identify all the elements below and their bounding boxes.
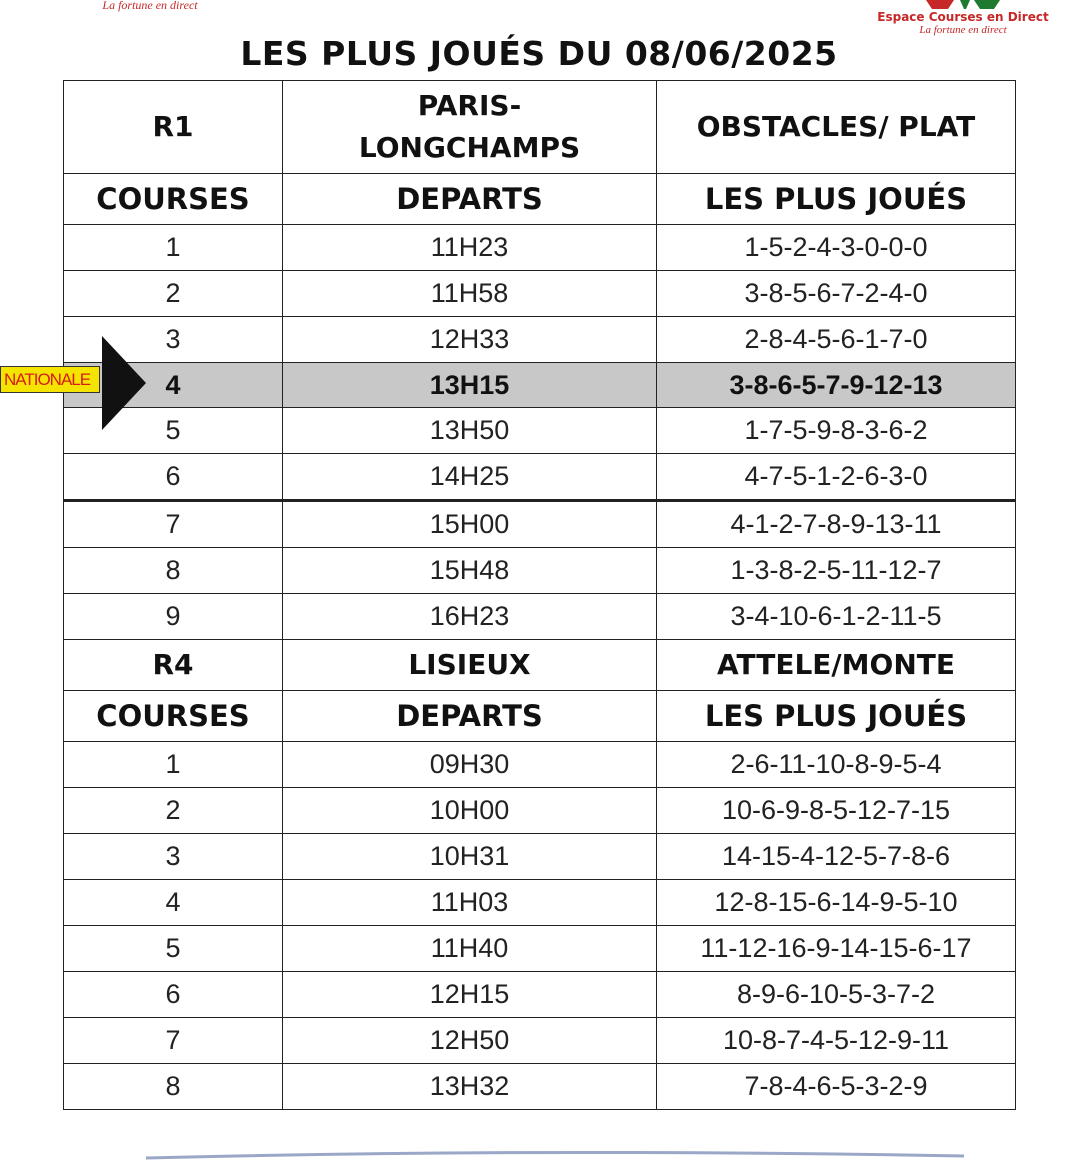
brand-logo-icon xyxy=(908,0,1018,10)
arrow-right-icon xyxy=(96,336,148,430)
meeting-reunion: R4 xyxy=(64,640,283,691)
cell-plus-joues: 12-8-15-6-14-9-5-10 xyxy=(657,880,1016,926)
brand-left-tagline: La fortune en direct xyxy=(102,0,198,12)
table-row xyxy=(64,834,1016,880)
cell-plus-joues: 4-7-5-1-2-6-3-0 xyxy=(657,454,1016,501)
meeting-hippodrome: LISIEUX xyxy=(283,640,657,691)
table-row xyxy=(64,454,1016,501)
meeting-reunion: R1 xyxy=(64,81,283,174)
cell-depart: 16H23 xyxy=(283,594,657,640)
column-header-plus-joues: LES PLUS JOUÉS xyxy=(657,691,1016,742)
brand-left xyxy=(40,0,260,12)
cell-depart: 11H03 xyxy=(283,880,657,926)
column-header-row xyxy=(64,691,1016,742)
table-row xyxy=(64,972,1016,1018)
cell-course: 7 xyxy=(64,1018,283,1064)
cell-course: 3 xyxy=(64,834,283,880)
cell-plus-joues: 1-7-5-9-8-3-6-2 xyxy=(657,408,1016,454)
schedule-table xyxy=(63,80,1016,1110)
cell-plus-joues: 1-5-2-4-3-0-0-0 xyxy=(657,225,1016,271)
cell-course: 6 xyxy=(64,972,283,1018)
cell-plus-joues: 10-6-9-8-5-12-7-15 xyxy=(657,788,1016,834)
table-row xyxy=(64,788,1016,834)
cell-depart: 15H00 xyxy=(283,501,657,548)
cell-depart: 11H58 xyxy=(283,271,657,317)
cell-depart: 12H50 xyxy=(283,1018,657,1064)
cell-plus-joues: 3-8-5-6-7-2-4-0 xyxy=(657,271,1016,317)
cell-plus-joues: 14-15-4-12-5-7-8-6 xyxy=(657,834,1016,880)
nationale-badge: NATIONALE xyxy=(0,366,100,393)
cell-depart: 09H30 xyxy=(283,742,657,788)
column-header-departs: DEPARTS xyxy=(283,691,657,742)
table-row xyxy=(64,271,1016,317)
brand-right xyxy=(868,0,1058,36)
meeting-header-row xyxy=(64,640,1016,691)
cell-depart: 12H33 xyxy=(283,317,657,363)
meeting-hippodrome: PARIS- LONGCHAMPS xyxy=(283,81,657,174)
cell-course: 7 xyxy=(64,501,283,548)
cell-course: 6 xyxy=(64,454,283,501)
column-header-courses: COURSES xyxy=(64,174,283,225)
table-row xyxy=(64,408,1016,454)
table-row xyxy=(64,742,1016,788)
bottom-decoration xyxy=(0,1146,1080,1162)
meeting-header-row xyxy=(64,81,1016,174)
cell-course: 1 xyxy=(64,742,283,788)
cell-depart: 12H15 xyxy=(283,972,657,1018)
cell-course: 3 xyxy=(64,317,283,363)
cell-depart: 13H15 xyxy=(283,363,657,408)
cell-plus-joues: 3-4-10-6-1-2-11-5 xyxy=(657,594,1016,640)
brand-right-tagline: La fortune en direct xyxy=(919,24,1007,36)
cell-course: 2 xyxy=(64,788,283,834)
cell-plus-joues: 10-8-7-4-5-12-9-11 xyxy=(657,1018,1016,1064)
cell-depart: 11H40 xyxy=(283,926,657,972)
cell-course: 4 xyxy=(64,880,283,926)
cell-depart: 10H00 xyxy=(283,788,657,834)
cell-depart: 14H25 xyxy=(283,454,657,501)
cell-plus-joues: 8-9-6-10-5-3-7-2 xyxy=(657,972,1016,1018)
cell-plus-joues: 4-1-2-7-8-9-13-11 xyxy=(657,501,1016,548)
brand-right-name: Espace Courses en Direct xyxy=(877,10,1049,24)
cell-course: 5 xyxy=(64,926,283,972)
cell-plus-joues: 2-8-4-5-6-1-7-0 xyxy=(657,317,1016,363)
column-header-row xyxy=(64,174,1016,225)
cell-course: 4 xyxy=(64,363,283,408)
cell-depart: 13H32 xyxy=(283,1064,657,1110)
column-header-courses: COURSES xyxy=(64,691,283,742)
cell-plus-joues: 2-6-11-10-8-9-5-4 xyxy=(657,742,1016,788)
table-row xyxy=(64,880,1016,926)
cell-depart: 11H23 xyxy=(283,225,657,271)
table-row xyxy=(64,548,1016,594)
cell-course: 2 xyxy=(64,271,283,317)
cell-course: 9 xyxy=(64,594,283,640)
cell-plus-joues: 3-8-6-5-7-9-12-13 xyxy=(657,363,1016,408)
cell-course: 5 xyxy=(64,408,283,454)
cell-course: 8 xyxy=(64,1064,283,1110)
table-row xyxy=(64,926,1016,972)
cell-depart: 13H50 xyxy=(283,408,657,454)
table-row xyxy=(64,1018,1016,1064)
cell-course: 8 xyxy=(64,548,283,594)
table-row xyxy=(64,1064,1016,1110)
cell-plus-joues: 1-3-8-2-5-11-12-7 xyxy=(657,548,1016,594)
table-row xyxy=(64,225,1016,271)
table-row xyxy=(64,594,1016,640)
meeting-discipline: OBSTACLES/ PLAT xyxy=(657,81,1016,174)
page-title: LES PLUS JOUÉS DU 08/06/2025 xyxy=(240,34,838,73)
table-row xyxy=(64,501,1016,548)
cell-course: 1 xyxy=(64,225,283,271)
cell-plus-joues: 7-8-4-6-5-3-2-9 xyxy=(657,1064,1016,1110)
cell-depart: 15H48 xyxy=(283,548,657,594)
meeting-discipline: ATTELE/MONTE xyxy=(657,640,1016,691)
column-header-plus-joues: LES PLUS JOUÉS xyxy=(657,174,1016,225)
cell-plus-joues: 11-12-16-9-14-15-6-17 xyxy=(657,926,1016,972)
cell-depart: 10H31 xyxy=(283,834,657,880)
table-row xyxy=(64,363,1016,408)
table-row xyxy=(64,317,1016,363)
column-header-departs: DEPARTS xyxy=(283,174,657,225)
